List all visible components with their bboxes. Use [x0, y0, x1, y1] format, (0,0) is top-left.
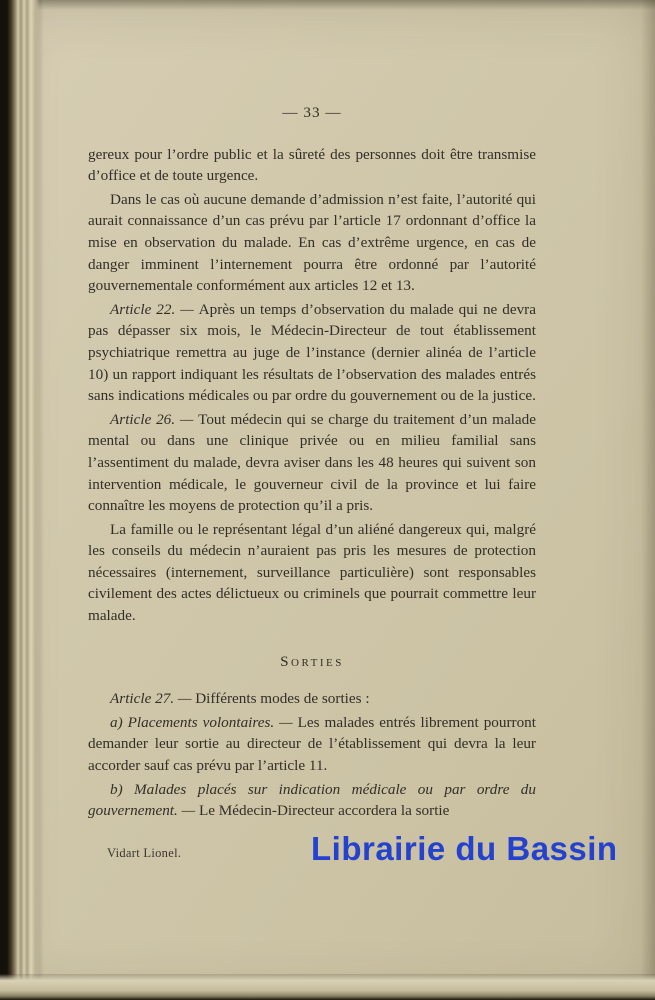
article-lead: a) Placements volontaires. —: [110, 713, 298, 731]
page-content: [88, 102, 536, 824]
article-paragraph: Article 26. — Tout médecin qui se charge du traitement d’un malade mental ou dans une clinique privée ou en milieu familial sans l’assentiment du malade, devra aviser dans les 48 heures qui suivent son intervention médicale, le gouverneur civil de la province et lui faire connaître les moyens de protection qu’il a pris.: [88, 410, 536, 515]
body-paragraph: Dans le cas où aucune demande d’admission n’est faite, l’autorité qui aurait connaissance d’un cas prévu par l’article 17 ordonnant d’office la mise en observation du malade. En cas d’extrême urgence, en cas de danger imminent l’internement pourra être ordonné par l’autorité gouvernementale conformément aux articles 12 et 13.: [88, 190, 536, 295]
body-paragraph: gereux pour l’ordre public et la sûreté des personnes doit être transmise d’office et de toute urgence.: [88, 145, 536, 185]
article-paragraph: a) Placements volontaires. — Les malades entrés librement pourront demander leur sortie au directeur de l’établissement qui devra la leur accorder sauf cas prévu par l’article 11.: [88, 713, 536, 775]
article-lead: Article 22. —: [110, 300, 199, 318]
article-lead: Article 27. —: [110, 690, 196, 708]
article-paragraph: b) Malades placés sur indication médicale ou par ordre du gouvernement. — Le Médecin-Directeur accordera la sortie: [88, 780, 536, 820]
book-spine-edge: [0, 0, 44, 1000]
page-number: — 33 —: [282, 104, 342, 121]
bookseller-watermark: Librairie du Bassin: [311, 830, 618, 867]
article-lead: b) Malades placés sur indication médicale ou par ordre du gouvernement. —: [88, 780, 536, 820]
text-body: [88, 144, 536, 822]
section-heading: Sorties: [280, 652, 344, 670]
article-paragraph: Article 27. — Différents modes de sorties :: [110, 690, 370, 708]
owner-signature: Vidart Lionel.: [107, 846, 182, 860]
article-lead: Article 26. —: [110, 410, 199, 428]
body-paragraph: La famille ou le représentant légal d’un aliéné dangereux qui, malgré les conseils du médecin n’auraient pas pris les mesures de protection nécessaires (internement, surveillance particulière) sont responsables civilement des actes délictueux ou criminels que pourrait commettre leur malade.: [88, 520, 536, 625]
page-stack-edge: [0, 974, 655, 1000]
article-paragraph: Article 22. — Après un temps d’observation du malade qui ne devra pas dépasser six mois, le Médecin-Directeur de tout établissement psychiatrique remettra au juge de l’instance (dernier alinéa de l’article 10) un rapport indiquant les résultats de l’observation des malades entrés sans indications médicales ou par ordre du gouvernement ou de la justice.: [88, 300, 536, 405]
